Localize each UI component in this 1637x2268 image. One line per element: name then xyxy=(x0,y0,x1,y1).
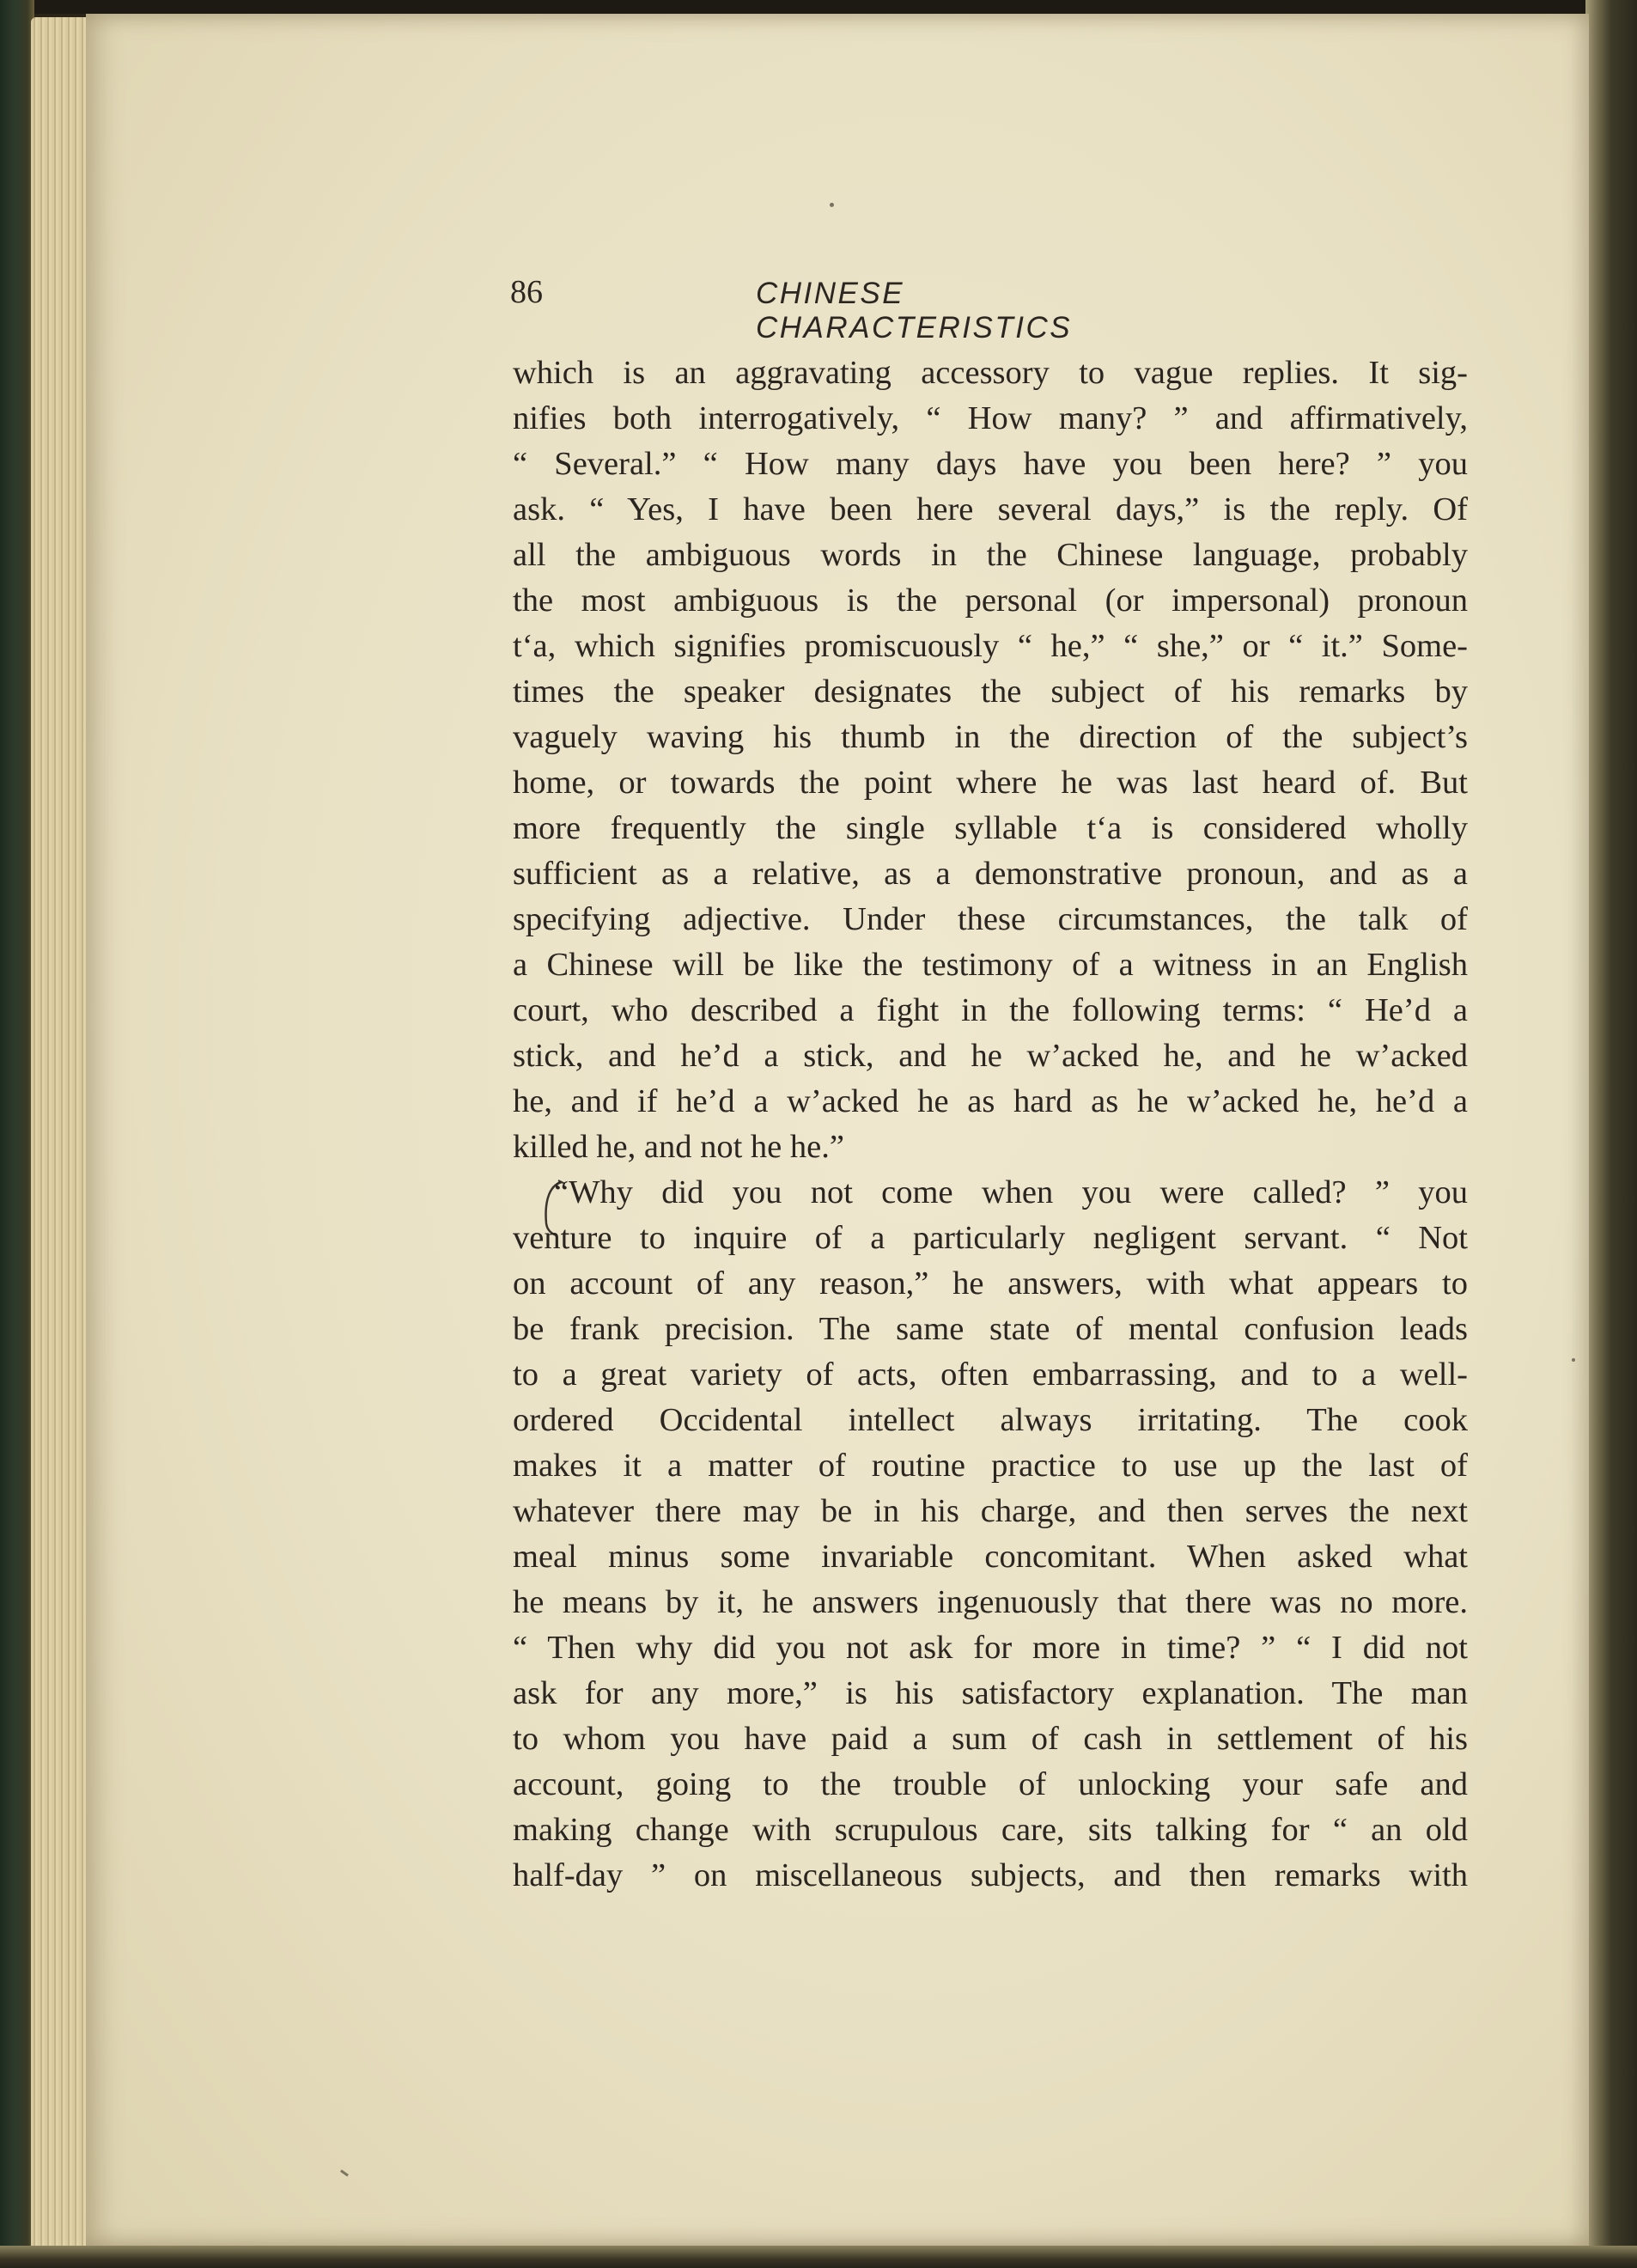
body-text xyxy=(513,351,1468,1899)
text-line: to whom you have paid a sum of cash in settlement of his xyxy=(513,1721,1468,1757)
text-line: making change with scrupulous care, sits talking for “ an old xyxy=(513,1812,1468,1848)
text-line: “ Then why did you not ask for more in time? ” “ I did not xyxy=(513,1630,1468,1666)
text-line: on account of any reason,” he answers, with what appears to xyxy=(513,1265,1468,1302)
book-binding xyxy=(0,0,34,2268)
ink-speck xyxy=(340,2169,349,2176)
text-line: the most ambiguous is the personal (or impersonal) pronoun xyxy=(513,582,1468,619)
text-line: meal minus some invariable concomitant. When asked what xyxy=(513,1539,1468,1575)
text-line: venture to inquire of a particularly negligent servant. “ Not xyxy=(513,1220,1468,1256)
text-line: ask. “ Yes, I have been here several days,” is the reply. Of xyxy=(513,491,1468,527)
text-line: half-day ” on miscellaneous subjects, and then remarks with xyxy=(513,1857,1468,1893)
text-line: vaguely waving his thumb in the direction of the subject’s xyxy=(513,719,1468,755)
text-line: to a great variety of acts, often embarrassing, and to a well- xyxy=(513,1357,1468,1393)
paragraph-start-line: “Why did you not come when you were called? ” you xyxy=(554,1174,1468,1210)
text-line: stick, and he’d a stick, and he w’acked he, and he w’acked xyxy=(513,1038,1468,1074)
text-line: nifies both interrogatively, “ How many? ” and affirmatively, xyxy=(513,400,1468,436)
text-line: sufficient as a relative, as a demonstrative pronoun, and as a xyxy=(513,856,1468,892)
text-line: account, going to the trouble of unlocking your safe and xyxy=(513,1766,1468,1802)
paragraph-end-line: killed he, and not he he.” xyxy=(513,1129,844,1165)
page-header xyxy=(510,273,1223,344)
text-line: court, who described a fight in the following terms: “ He’d a xyxy=(513,992,1468,1028)
text-line: more frequently the single syllable t‘a is considered wholly xyxy=(513,810,1468,846)
text-line: t‘a, which signifies promiscuously “ he,” “ she,” or “ it.” Some- xyxy=(513,628,1468,664)
text-line: home, or towards the point where he was last heard of. But xyxy=(513,765,1468,801)
text-line: makes it a matter of routine practice to use up the last of xyxy=(513,1448,1468,1484)
text-line: be frank precision. The same state of mental confusion leads xyxy=(513,1311,1468,1347)
text-line: a Chinese will be like the testimony of a witness in an English xyxy=(513,947,1468,983)
text-line: he means by it, he answers ingenuously that there was no more. xyxy=(513,1584,1468,1620)
running-title: CHINESE CHARACTERISTICS xyxy=(756,277,1073,344)
text-line: all the ambiguous words in the Chinese language, probably xyxy=(513,537,1468,573)
text-line: whatever there may be in his charge, and then serves the next xyxy=(513,1493,1468,1529)
top-edge xyxy=(0,0,1637,14)
text-line: “ Several.” “ How many days have you been here? ” you xyxy=(513,446,1468,482)
page-edges-left xyxy=(31,17,91,2251)
text-line: which is an aggravating accessory to vague replies. It sig- xyxy=(513,355,1468,391)
text-line: ask for any more,” is his satisfactory explanation. The man xyxy=(513,1675,1468,1711)
ink-speck xyxy=(1572,1358,1575,1362)
bottom-edge xyxy=(0,2246,1637,2268)
text-line: times the speaker designates the subject of his remarks by xyxy=(513,674,1468,710)
text-line: he, and if he’d a w’acked he as hard as he w’acked he, he’d a xyxy=(513,1083,1468,1119)
ink-speck xyxy=(830,203,834,207)
page-edges-right xyxy=(1585,0,1637,2268)
page-number: 86 xyxy=(510,274,543,310)
text-line: specifying adjective. Under these circumstances, the talk of xyxy=(513,901,1468,937)
text-line: ordered Occidental intellect always irritating. The cook xyxy=(513,1402,1468,1438)
